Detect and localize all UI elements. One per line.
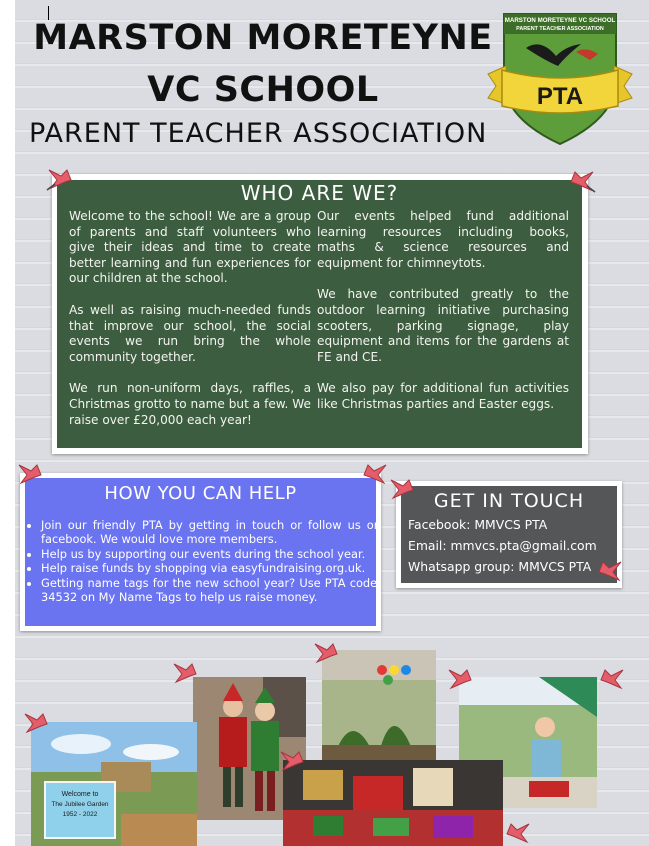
how-you-can-help-frame <box>20 473 381 631</box>
logo-banner-text: PTA <box>536 83 584 110</box>
get-in-touch-frame <box>396 481 622 588</box>
facebook-contact: Facebook: MMVCS PTA <box>408 517 548 532</box>
school-name-line1: MARSTON MORETEYNE <box>33 18 493 58</box>
whatsapp-contact: Whatsapp group: MMVCS PTA <box>408 559 592 574</box>
help-list-item: • Getting name tags for the new school year? Use PTA code: 34532 on My Name Tags to help us raise money. <box>41 576 381 605</box>
get-in-touch-panel <box>401 486 617 583</box>
help-list <box>27 518 381 604</box>
sign-text-line1: Welcome to <box>61 791 99 798</box>
help-list-item: • Help raise funds by shopping via easyfundraising.org.uk. <box>41 561 381 575</box>
pushpin-icon <box>567 168 597 194</box>
who-are-we-heading: WHO ARE WE? <box>240 181 399 205</box>
who-paragraph: We also pay for additional fun activities like Christmas parties and Easter eggs. <box>317 381 569 411</box>
school-name-line2: VC SCHOOL <box>147 70 379 110</box>
who-paragraph: We run non-uniform days, raffles, a Christmas grotto to name but a few. We raise over £20,000 each year! <box>69 381 311 427</box>
pta-subtitle: PARENT TEACHER ASSOCIATION <box>29 118 488 149</box>
pushpin-icon <box>445 666 475 692</box>
photo-jubilee-garden <box>31 722 197 846</box>
pushpin-icon <box>21 710 51 736</box>
photo-garden-planter <box>322 650 436 762</box>
who-are-we-board <box>57 180 582 448</box>
who-paragraph: As well as raising much-needed funds that improve our school, the social events we run bring the whole community together. <box>69 302 311 364</box>
help-list-item: • Help us by supporting our events during the school year. <box>41 547 381 561</box>
pushpin-icon <box>597 666 627 692</box>
help-heading: HOW YOU CAN HELP <box>104 483 297 504</box>
pushpin-icon <box>503 820 533 846</box>
pushpin-icon <box>311 640 341 666</box>
pushpin-icon <box>360 461 390 487</box>
pushpin-icon <box>170 660 200 686</box>
help-list-item: • Join our friendly PTA by getting in touch or follow us on facebook. We would love more members. <box>41 518 381 547</box>
who-paragraph: Our events helped fund additional learning resources including books, maths & science resources and equipment for chimneytots. <box>317 209 569 270</box>
pushpin-icon <box>387 476 417 502</box>
who-right-column <box>317 209 569 429</box>
pushpin-icon <box>15 461 45 487</box>
sign-text-line2: The Jubilee Garden <box>51 801 109 808</box>
poster <box>15 0 649 846</box>
email-contact: Email: mmvcs.pta@gmail.com <box>408 538 597 553</box>
who-left-column <box>69 209 311 444</box>
photo-gift-table <box>283 760 503 846</box>
pta-logo <box>486 8 634 148</box>
how-you-can-help-panel <box>25 478 381 626</box>
who-are-we-frame <box>52 174 588 454</box>
sign-text-line3: 1952 - 2022 <box>62 811 98 818</box>
pushpin-icon <box>45 166 75 192</box>
touch-heading: GET IN TOUCH <box>433 490 585 512</box>
pushpin-icon <box>277 748 307 774</box>
who-paragraph: Welcome to the school! We are a group of parents and staff volunteers who give their ideas and time to create better learning and fun experiences for our children at the school. <box>69 209 311 286</box>
pushpin-icon <box>595 558 625 584</box>
logo-text-line1: MARSTON MORETEYNE VC SCHOOL <box>504 17 616 24</box>
who-paragraph: We have contributed greatly to the outdoor learning initiative purchasing scooters, parking signage, play equipment and items for the gardens at FE and CE. <box>317 287 569 364</box>
logo-text-line2: PARENT TEACHER ASSOCIATION <box>516 26 604 32</box>
